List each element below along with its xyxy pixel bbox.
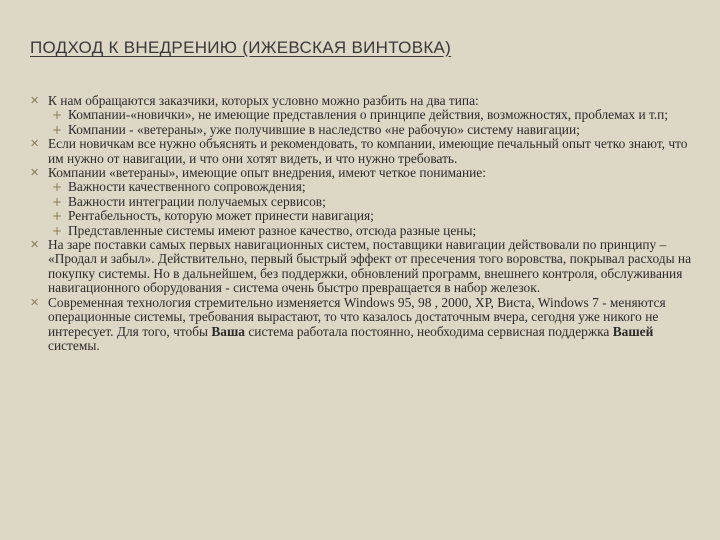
sub-bullet-item [30, 209, 702, 223]
plus-bullet-icon: + [52, 194, 63, 209]
bullet-text-part: система работала постоянно, необходима сервисная поддержка [245, 323, 613, 339]
sub-bullet-text: Рентабельность, которую может принести навигация; [68, 208, 374, 224]
bullet-text: Если новичкам все нужно объяснять и рекомендовать, то компании, имеющие печальный опыт четко знают, что им нужно от навигации, и что они хотят видеть, и что нужно требовать. [48, 136, 688, 166]
bullet-bold-text: Ваша [211, 323, 246, 339]
x-bullet-icon: ✕ [30, 295, 40, 309]
plus-bullet-icon: + [52, 180, 63, 195]
sub-bullet-text: Важности качественного сопровождения; [68, 179, 306, 195]
bullet-item [30, 166, 702, 180]
bullet-text: Компании «ветераны», имеющие опыт внедрения, имеют четкое понимание: [48, 165, 486, 181]
bullet-item [30, 94, 702, 108]
plus-bullet-icon: + [52, 108, 63, 123]
sub-bullet-text: Компании - «ветераны», уже получившие в наследство «не рабочую» систему навигации; [68, 121, 580, 137]
sub-bullet-item [30, 108, 702, 122]
bullet-text-part: Современная технология стремительно изменяется Windows 95, 98 , 2000, XP, Виста, Windows 7 - меняются операционные системы, требования вырастают, то что казалось достаточным вчера, сегодня уже никого не интересует. Для того, чтобы [48, 294, 666, 339]
sub-bullet-text: Компании-«новички», не имеющие представления о принципе действия, возможностях, проблемах и т.п; [68, 107, 669, 123]
sub-bullet-text: Представленные системы имеют разное качество, отсюда разные цены; [68, 222, 477, 238]
plus-bullet-icon: + [52, 223, 63, 238]
bullet-bold-text: Вашей [612, 323, 654, 339]
sub-bullet-item [30, 224, 702, 238]
sub-bullet-item [30, 123, 702, 137]
sub-bullet-text: Важности интеграции получаемых сервисов; [68, 193, 326, 209]
plus-bullet-icon: + [52, 122, 63, 137]
x-bullet-icon: ✕ [30, 166, 40, 180]
bullet-item [30, 137, 702, 166]
slide-title: ПОДХОД К ВНЕДРЕНИЮ (ИЖЕВСКАЯ ВИНТОВКА) [30, 38, 452, 57]
bullet-item [30, 238, 702, 296]
sub-bullet-item [30, 180, 702, 194]
bullet-text: К нам обращаются заказчики, которых условно можно разбить на два типа: [48, 93, 479, 108]
sub-bullet-item [30, 195, 702, 209]
plus-bullet-icon: + [52, 209, 63, 224]
x-bullet-icon: ✕ [30, 94, 40, 107]
bullet-item [30, 296, 702, 354]
x-bullet-icon: ✕ [30, 137, 40, 151]
bullet-text: На заре поставки самых первых навигационных систем, поставщики навигации действовали по принципу – «Продал и забыл». Действительно, первый быстрый эффект от пресечения того воровства, покрывал расходы на покупку системы. Но в дальнейшем, без поддержки, обновлений программ, внешнего контроля, обслуживания навигационного оборудования - система очень быстро превращается в набор железок. [48, 237, 692, 296]
x-bullet-icon: ✕ [30, 238, 40, 252]
slide-content [30, 94, 702, 353]
bullet-text-part: системы. [48, 337, 100, 353]
